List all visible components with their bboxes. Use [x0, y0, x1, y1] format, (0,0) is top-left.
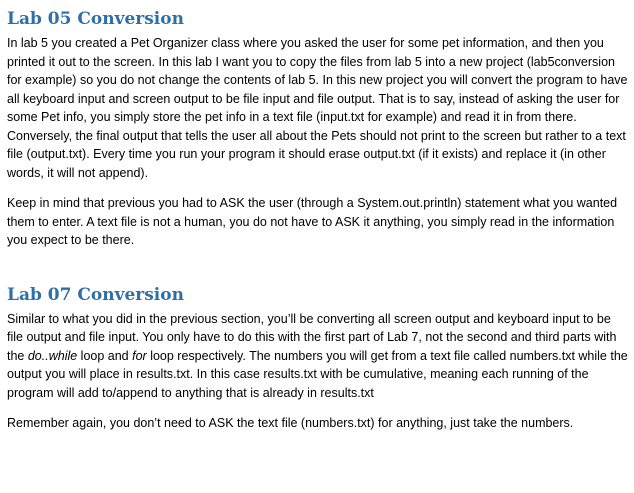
- paragraph-lab07-intro: [7, 310, 629, 403]
- paragraph-lab05-intro: In lab 5 you created a Pet Organizer class where you asked the user for some pet information, and then you printed it out to the screen. In this lab I want you to copy the files from lab 5 into a new project (lab5conversion for example) so you do not change the contents of lab 5. In this new project you will convert the program to have all keyboard input and screen output to be file input and file output. That is to say, instead of asking the user for some Pet info, you simply store the pet info in a text file (input.txt for example) and read it in from there. Conversely, the final output that tells the user all about the Pets should not print to the screen but rather to a text file (output.txt). Every time you run your program it should erase output.txt (if it exists) and replace it (in other words, it will not append).: [7, 36, 628, 180]
- document-page: [7, 8, 629, 433]
- section-title-lab07: Lab 07 Conversion: [7, 284, 184, 305]
- paragraph-lab07-text-2: loop and: [77, 348, 133, 363]
- paragraph-lab05-note: Keep in mind that previous you had to ASK the user (through a System.out.println) statement what you wanted them to enter. A text file is not a human, you do not have to ASK it anything, you simply read in the information you expect to be there.: [7, 196, 618, 247]
- paragraph-lab07-text-1: Similar to what you did in the previous section, you’ll be converting all screen output and keyboard input to be file output and file input. You only have to do this with the first part of Lab 7, not the second and third parts with the: [7, 311, 617, 363]
- paragraph-lab07-text-3: loop respectively. The numbers you will get from a text file called numbers.txt while the output you will place in results.txt. In this case results.txt with be cumulative, meaning each running of the program will add to/append to anything that is already in results.txt: [7, 348, 628, 400]
- emphasis-for: for: [132, 348, 147, 363]
- emphasis-do-while: do..while: [27, 348, 78, 363]
- section-lab07: [7, 284, 629, 433]
- paragraph-lab07-note: Remember again, you don’t need to ASK the text file (numbers.txt) for anything, just take the numbers.: [7, 416, 574, 430]
- section-lab05: [7, 8, 629, 250]
- section-title-lab05: Lab 05 Conversion: [7, 9, 184, 29]
